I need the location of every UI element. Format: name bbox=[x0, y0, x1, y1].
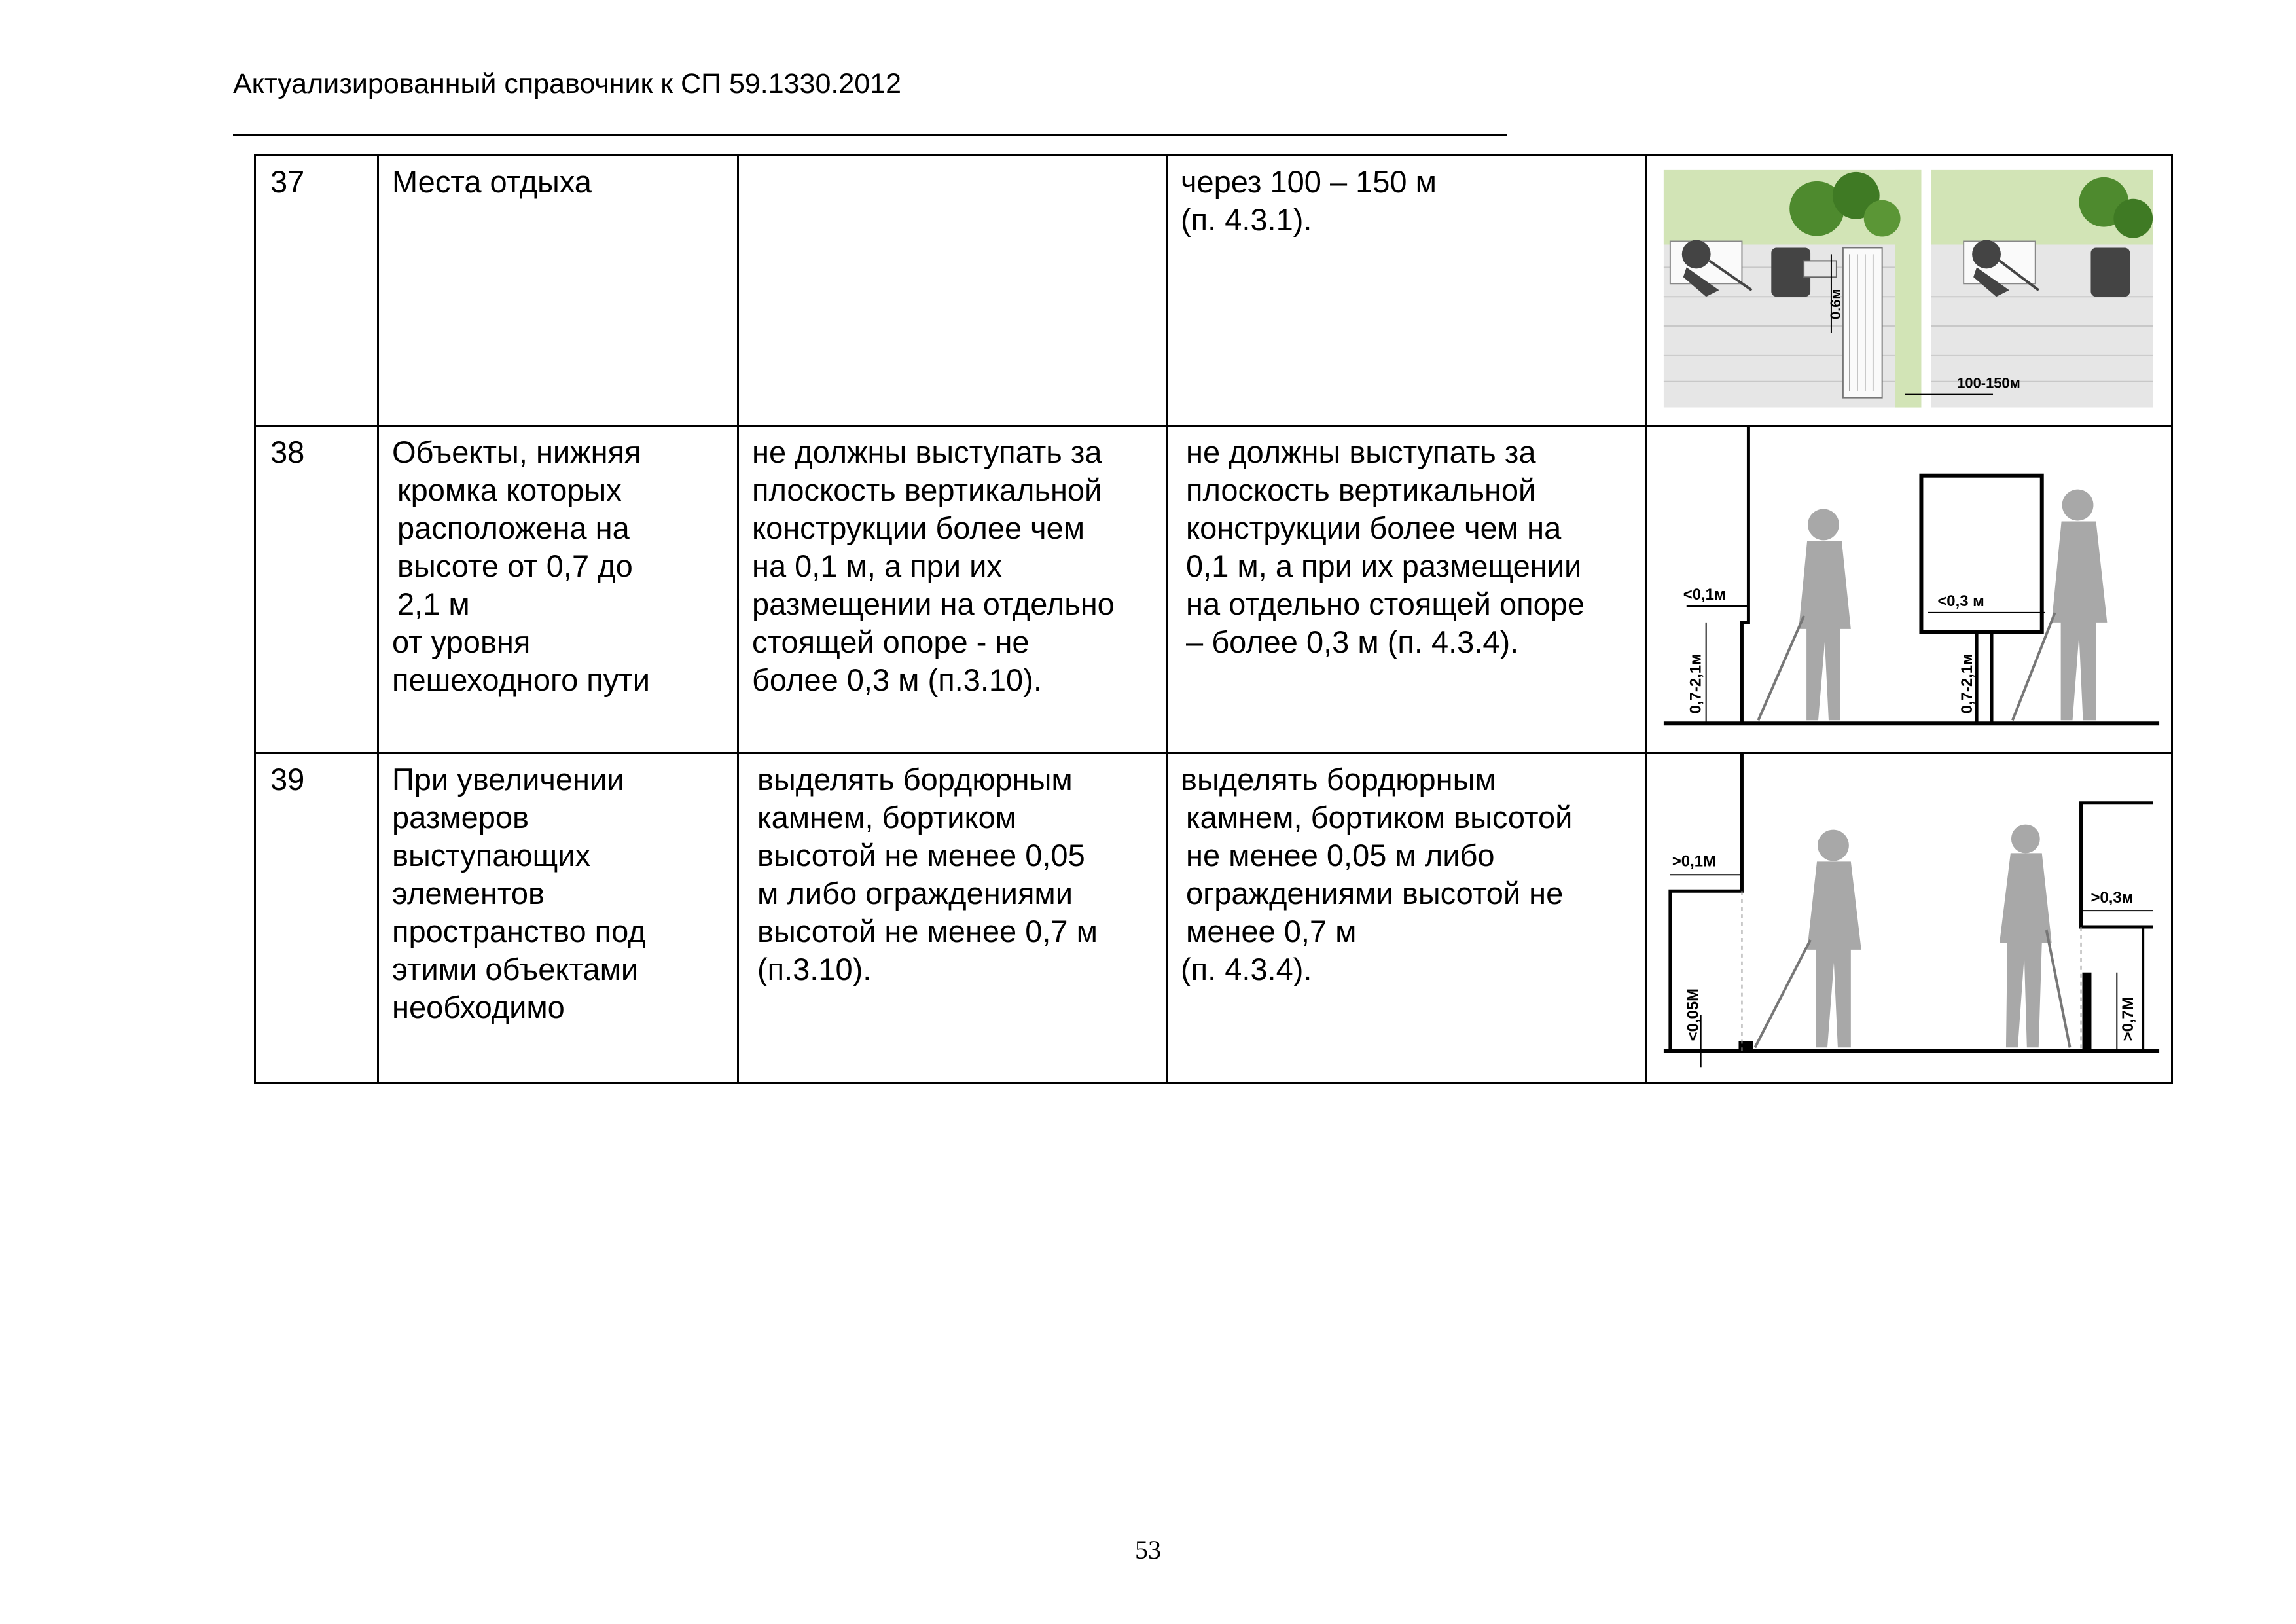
row-number-cell bbox=[255, 753, 378, 1083]
object-text-line: При увеличении bbox=[392, 761, 624, 797]
person-with-cane-icon bbox=[1807, 829, 1861, 1047]
figure-label: <0,05М bbox=[1684, 988, 1702, 1041]
object-text-line: пространство под bbox=[392, 913, 646, 948]
requirement-text-line: высотой не менее 0,7 м bbox=[757, 913, 1098, 948]
requirement-text-line: конструкции более чем bbox=[752, 511, 1085, 546]
requirement-text-line: стоящей опоре - не bbox=[752, 624, 1030, 660]
object-text-line: от уровня bbox=[392, 624, 531, 660]
person-with-cane-icon bbox=[1682, 240, 1711, 269]
object-text-line: элементов bbox=[392, 875, 545, 911]
row-number: 38 bbox=[270, 435, 305, 470]
requirement-text-line: не должны выступать за bbox=[752, 435, 1102, 470]
cane-line bbox=[2047, 930, 2070, 1047]
requirement-text-line: (п. 4.3.1). bbox=[1181, 202, 1312, 237]
figure-cell bbox=[1647, 426, 2172, 753]
object-text-line: размеров bbox=[392, 799, 529, 835]
table-row bbox=[255, 156, 2172, 426]
object-text-line: Объекты, нижняя bbox=[392, 435, 641, 470]
object-cell bbox=[378, 156, 738, 426]
requirement-text-line: более 0,3 м (п.3.10). bbox=[752, 662, 1042, 698]
requirement-text-line: высотой не менее 0,05 bbox=[757, 837, 1085, 873]
person-with-cane-icon bbox=[2000, 824, 2052, 1047]
requirement-text-line: конструкции более чем на bbox=[1186, 511, 1562, 546]
object-text-line: выступающих bbox=[392, 837, 591, 873]
requirement-text-line: м либо ограждениями bbox=[757, 875, 1073, 911]
wheelchair-icon bbox=[2090, 247, 2130, 297]
requirement-text-line: не менее 0,05 м либо bbox=[1186, 837, 1495, 873]
object-text-line: кромка которых bbox=[397, 473, 622, 508]
figure-label: 0.6м bbox=[1827, 289, 1844, 320]
object-cell bbox=[378, 753, 738, 1083]
requirement-text-line: камнем, бортиком высотой bbox=[1186, 799, 1573, 835]
object-text-line: 2,1 м bbox=[397, 586, 470, 622]
requirement-text-line: менее 0,7 м bbox=[1186, 913, 1357, 948]
figure-label: >0,7М bbox=[2119, 996, 2138, 1041]
overhang-structure bbox=[2081, 803, 2153, 926]
figure-label: 0,7-2,1м bbox=[1958, 653, 1977, 714]
requirement-b-cell bbox=[1167, 426, 1647, 753]
requirement-a-cell bbox=[738, 156, 1167, 426]
object-text-line: расположена на bbox=[397, 511, 630, 546]
wall-with-protrusion bbox=[1742, 427, 1748, 723]
requirement-b-cell bbox=[1167, 156, 1647, 426]
tree-icon bbox=[1864, 200, 1901, 237]
figure-label: <0,1м bbox=[1683, 586, 1726, 604]
header-divider bbox=[233, 134, 1507, 136]
object-text-line: этими объектами bbox=[392, 951, 639, 986]
page-number: 53 bbox=[1135, 1535, 1161, 1564]
person-with-cane-icon bbox=[2052, 490, 2108, 721]
figure-label: >0,1М bbox=[1672, 852, 1716, 870]
person-with-cane-icon bbox=[1972, 240, 2001, 269]
requirement-text-line: через 100 – 150 м bbox=[1181, 164, 1437, 199]
object-text-line: пешеходного пути bbox=[392, 662, 651, 698]
figure-cell bbox=[1647, 156, 2172, 426]
requirement-text-line: не должны выступать за bbox=[1186, 435, 1536, 470]
object-text-line: Места отдыха bbox=[392, 164, 592, 199]
row-number: 39 bbox=[270, 761, 305, 797]
requirement-text-line: камнем, бортиком bbox=[757, 799, 1017, 835]
requirement-text-line: ограждениями высотой не bbox=[1186, 875, 1564, 911]
figure-label: >0,3м bbox=[2090, 888, 2134, 907]
figure-label: 0,7-2,1м bbox=[1687, 653, 1705, 714]
fence-barrier bbox=[2083, 972, 2092, 1051]
requirement-text-line: размещении на отдельно bbox=[752, 586, 1115, 622]
cane-line bbox=[1755, 940, 1810, 1047]
table-row bbox=[255, 753, 2172, 1083]
protruding-objects-figure bbox=[1647, 427, 2171, 751]
requirement-text-line: (п.3.10). bbox=[757, 951, 872, 986]
barrier-requirements-figure bbox=[1647, 754, 2171, 1082]
person-with-cane-icon bbox=[1799, 509, 1851, 721]
requirement-text-line: выделять бордюрным bbox=[757, 761, 1073, 797]
cane-line bbox=[1758, 616, 1804, 720]
requirement-text-line: (п. 4.3.4). bbox=[1181, 951, 1312, 986]
requirement-text-line: выделять бордюрным bbox=[1181, 761, 1496, 797]
wall-with-overhang bbox=[1670, 754, 1742, 1051]
row-number-cell bbox=[255, 426, 378, 753]
requirement-text-line: на 0,1 м, а при их bbox=[752, 549, 1002, 584]
requirement-text-line: плоскость вертикальной bbox=[752, 473, 1102, 508]
figure-label: <0,3 м bbox=[1937, 592, 1984, 611]
document-header-title: Актуализированный справочник к СП 59.1330.2012 bbox=[233, 68, 901, 99]
figure-label: 100-150м bbox=[1957, 374, 2020, 391]
requirement-text-line: – более 0,3 м (п. 4.3.4). bbox=[1186, 624, 1519, 660]
row-number-cell bbox=[255, 156, 378, 426]
bench-icon bbox=[1843, 247, 1882, 397]
figure-cell bbox=[1647, 753, 2172, 1083]
row-number: 37 bbox=[270, 164, 305, 199]
tree-icon bbox=[2113, 199, 2153, 238]
object-cell bbox=[378, 426, 738, 753]
rest-area-plan-figure bbox=[1647, 156, 2171, 425]
requirement-text-line: на отдельно стоящей опоре bbox=[1186, 586, 1585, 622]
grass-strip bbox=[1895, 170, 1922, 408]
curb-stone bbox=[1738, 1041, 1753, 1051]
object-text-line: высоте от 0,7 до bbox=[397, 549, 633, 584]
requirements-table bbox=[254, 154, 2173, 1084]
table-row bbox=[255, 426, 2172, 753]
requirement-b-cell bbox=[1167, 753, 1647, 1083]
requirement-a-cell bbox=[738, 753, 1167, 1083]
object-text-line: необходимо bbox=[392, 989, 565, 1024]
requirement-text-line: 0,1 м, а при их размещении bbox=[1186, 549, 1582, 584]
requirement-text-line: плоскость вертикальной bbox=[1186, 473, 1536, 508]
requirement-a-cell bbox=[738, 426, 1167, 753]
